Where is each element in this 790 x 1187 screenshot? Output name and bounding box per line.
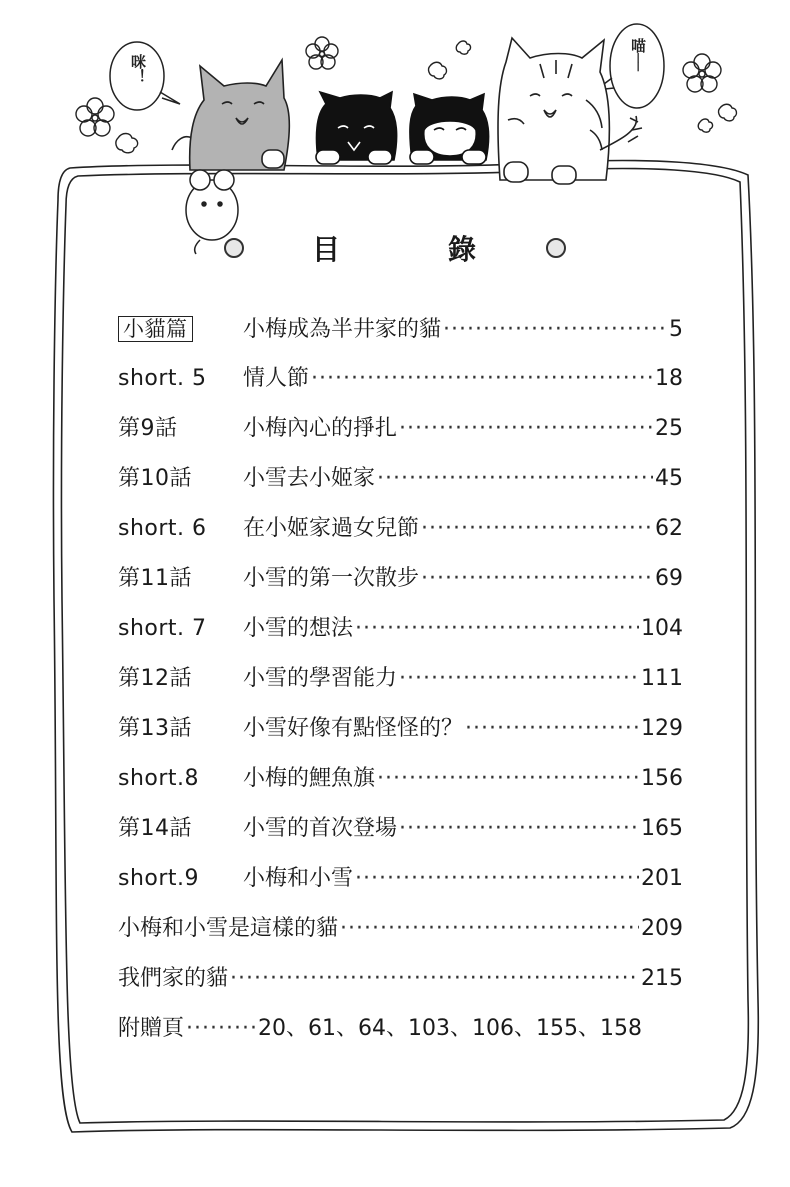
toc-entry[interactable]	[118, 414, 683, 464]
toc-entry-page: 156	[641, 766, 683, 791]
toc-leader-dots	[186, 1014, 256, 1044]
toc-leader-dots	[465, 714, 639, 744]
toc-entry-label: short. 7	[118, 616, 207, 641]
toc-leader-dots	[399, 664, 639, 694]
table-of-contents	[118, 314, 683, 1064]
toc-leader-dots	[377, 764, 639, 794]
toc-entry-page: 45	[655, 466, 683, 491]
contents-heading	[0, 228, 790, 268]
toc-entry-page: 18	[655, 366, 683, 391]
toc-entry-page: 129	[641, 716, 683, 741]
toc-entry-title: 在小姬家過女兒節	[243, 516, 420, 541]
toc-entry-page: 104	[641, 616, 683, 641]
toc-entry[interactable]	[118, 914, 683, 964]
toc-entry-page: 69	[655, 566, 683, 591]
toc-entry-label: 第12話	[118, 666, 192, 691]
toc-entry-label: short. 5	[118, 366, 207, 391]
toc-entry-title: 小雪的首次登場	[243, 816, 398, 841]
toc-entry-label: short.9	[118, 866, 200, 891]
toc-entry-page: 215	[641, 966, 683, 991]
toc-leader-dots	[311, 364, 653, 394]
toc-entry[interactable]	[118, 364, 683, 414]
toc-entry-label: 第13話	[118, 716, 192, 741]
toc-entry-page: 111	[641, 666, 683, 691]
toc-entry-title: 小雪的想法	[243, 616, 354, 641]
toc-leader-dots	[399, 814, 639, 844]
toc-entry-title: 小雪去小姬家	[243, 466, 376, 491]
toc-entry-title: 小梅成為半井家的貓	[243, 317, 442, 342]
toc-entry-title: 我們家的貓	[118, 966, 229, 991]
toc-entry[interactable]	[118, 564, 683, 614]
toc-entry-page: 20、61、64、103、106、155、158	[258, 1016, 642, 1041]
toc-entry-label: 小貓篇	[118, 314, 243, 345]
toc-entry-title: 小梅和小雪	[243, 866, 354, 891]
toc-entry-label: short.8	[118, 766, 200, 791]
toc-entry-page: 201	[641, 866, 683, 891]
toc-entry[interactable]	[118, 664, 683, 714]
toc-entry-title: 小梅內心的掙扎	[243, 416, 398, 441]
toc-entry[interactable]	[118, 864, 683, 914]
toc-entry-label: 第14話	[118, 816, 192, 841]
toc-entry-title: 附贈頁	[118, 1016, 185, 1041]
toc-entry-label: 第10話	[118, 466, 192, 491]
toc-entry[interactable]	[118, 1014, 683, 1064]
toc-entry-label: short. 6	[118, 516, 207, 541]
toc-leader-dots	[355, 864, 639, 894]
grey-cat-illustration	[172, 60, 289, 170]
tabby-cat-illustration	[498, 38, 642, 184]
toc-entry[interactable]	[118, 764, 683, 814]
toc-entry-page: 165	[641, 816, 683, 841]
toc-entry-page: 62	[655, 516, 683, 541]
toc-entry-page: 5	[669, 317, 683, 342]
toc-leader-dots	[443, 315, 667, 345]
toc-entry-page: 209	[641, 916, 683, 941]
toc-leader-dots	[421, 514, 653, 544]
toc-leader-dots	[230, 964, 639, 994]
tuxedo-cat-illustration	[410, 94, 489, 164]
toc-entry[interactable]	[118, 464, 683, 514]
heading-bullet-right	[546, 238, 566, 258]
toc-entry-page: 25	[655, 416, 683, 441]
speech-bubble-left-text: 咪！	[129, 54, 147, 84]
toc-entry[interactable]	[118, 314, 683, 364]
toc-entry[interactable]	[118, 614, 683, 664]
heading-char-right: 錄	[448, 233, 479, 266]
black-cat-illustration	[316, 92, 397, 164]
toc-entry-label: 第9話	[118, 416, 178, 441]
toc-entry-title: 小雪的第一次散步	[243, 566, 420, 591]
heading-char-left: 目	[311, 233, 342, 266]
toc-entry-title: 小梅的鯉魚旗	[243, 766, 376, 791]
toc-entry-title: 小梅和小雪是這樣的貓	[118, 916, 339, 941]
toc-leader-dots	[421, 564, 653, 594]
toc-entry-title: 小雪的學習能力	[243, 666, 398, 691]
toc-entry[interactable]	[118, 964, 683, 1014]
toc-entry[interactable]	[118, 514, 683, 564]
toc-leader-dots	[377, 464, 653, 494]
toc-entry[interactable]	[118, 814, 683, 864]
toc-leader-dots	[355, 614, 639, 644]
toc-leader-dots	[399, 414, 653, 444]
toc-leader-dots	[340, 914, 639, 944]
toc-entry-label: 第11話	[118, 566, 192, 591]
speech-bubble-right-text: 喵──	[629, 38, 647, 72]
toc-entry[interactable]	[118, 714, 683, 764]
toc-entry-title: 小雪好像有點怪怪的？	[243, 716, 464, 741]
heading-bullet-left	[224, 238, 244, 258]
toc-entry-title: 情人節	[243, 366, 310, 391]
